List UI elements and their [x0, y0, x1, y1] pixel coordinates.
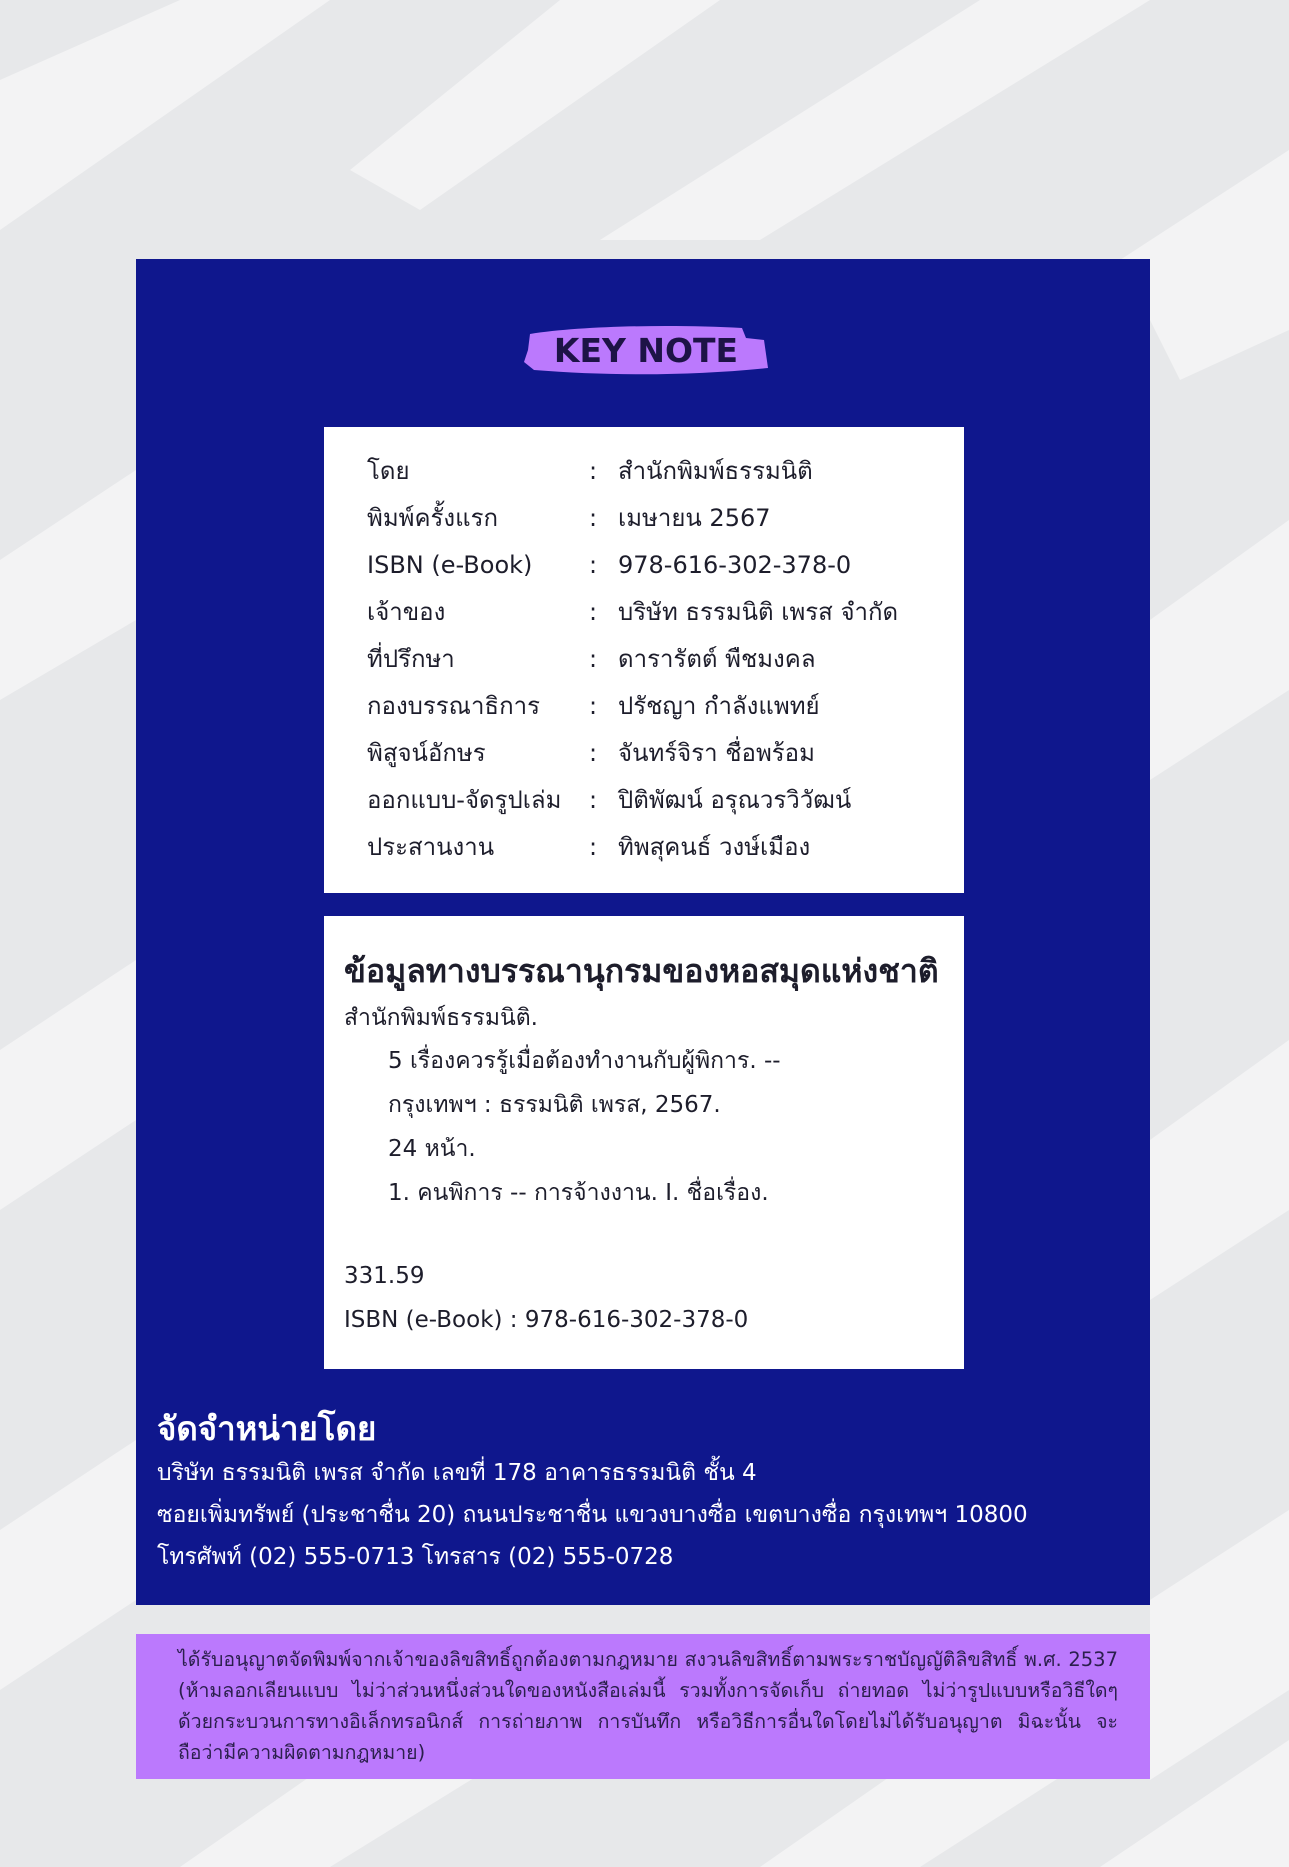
distribution-line: บริษัท ธรรมนิติ เพรส จำกัด เลขที่ 178 อาคารธรรมนิติ ชั้น 4	[157, 1460, 757, 1486]
credit-row	[367, 823, 957, 870]
keynote-label: KEY NOTE	[553, 330, 739, 370]
catalog-entry: 5 เรื่องควรรู้เมื่อต้องทำงานกับผู้พิการ. --	[388, 1048, 781, 1074]
credit-label: พิมพ์ครั้งแรก	[367, 504, 499, 532]
catalog-entry: กรุงเทพฯ : ธรรมนิติ เพรส, 2567.	[388, 1092, 721, 1118]
credit-label: ประสานงาน	[367, 833, 495, 861]
credit-separator: :	[589, 503, 598, 532]
credit-separator: :	[589, 644, 598, 673]
credit-value: ดารารัตต์ พืชมงคล	[618, 645, 816, 673]
credit-value: บริษัท ธรรมนิติ เพรส จำกัด	[618, 598, 899, 626]
credit-row	[367, 588, 957, 635]
credit-separator: :	[589, 456, 598, 485]
credit-value: สำนักพิมพ์ธรรมนิติ	[618, 457, 813, 485]
distribution-title: จัดจำหน่ายโดย	[157, 1409, 377, 1448]
credit-row	[367, 682, 957, 729]
credit-label: กองบรรณาธิการ	[367, 692, 540, 720]
credit-value: จันทร์จิรา ชื่อพร้อม	[618, 739, 815, 767]
credit-label: โดย	[367, 457, 410, 485]
catalog-entry: 24 หน้า.	[388, 1136, 476, 1162]
credit-value: ทิพสุคนธ์ วงษ์เมือง	[618, 833, 811, 861]
catalog-isbn: ISBN (e-Book) : 978-616-302-378-0	[344, 1307, 749, 1333]
credit-label: เจ้าของ	[367, 598, 446, 626]
credit-separator: :	[589, 691, 598, 720]
catalog-author: สำนักพิมพ์ธรรมนิติ.	[344, 1005, 538, 1031]
distribution-line: โทรศัพท์ (02) 555-0713 โทรสาร (02) 555-0728	[157, 1544, 674, 1570]
credit-row	[367, 447, 957, 494]
credit-label: ออกแบบ-จัดรูปเล่ม	[367, 786, 562, 814]
credits-card	[324, 427, 964, 893]
credit-row	[367, 776, 957, 823]
credit-label: ที่ปรึกษา	[367, 645, 455, 673]
credit-value: ปรัชญา กำลังแพทย์	[618, 692, 820, 720]
credit-separator: :	[589, 597, 598, 626]
credit-separator: :	[589, 832, 598, 861]
catalog-call-number: 331.59	[344, 1263, 425, 1289]
credit-label: ISBN (e-Book)	[367, 550, 533, 579]
catalog-title: ข้อมูลทางบรรณานุกรมของหอสมุดแห่งชาติ	[344, 952, 939, 990]
credit-row	[367, 541, 957, 588]
distribution-line: ซอยเพิ่มทรัพย์ (ประชาชื่น 20) ถนนประชาชื่น แขวงบางซื่อ เขตบางซื่อ กรุงเทพฯ 10800	[157, 1502, 1028, 1528]
credit-row	[367, 729, 957, 776]
cataloging-card	[324, 916, 964, 1369]
credit-separator: :	[589, 550, 598, 579]
copyright-notice	[136, 1634, 1150, 1779]
catalog-entry: 1. คนพิการ -- การจ้างงาน. I. ชื่อเรื่อง.	[388, 1180, 769, 1206]
credit-value: ปิติพัฒน์ อรุณวรวิวัฒน์	[618, 786, 852, 814]
keynote-heading	[520, 322, 772, 378]
credit-value: เมษายน 2567	[618, 504, 771, 532]
credit-value: 978-616-302-378-0	[618, 550, 852, 579]
credit-separator: :	[589, 785, 598, 814]
credit-label: พิสูจน์อักษร	[367, 739, 486, 767]
credit-row	[367, 635, 957, 682]
credit-separator: :	[589, 738, 598, 767]
copyright-text: ได้รับอนุญาตจัดพิมพ์จากเจ้าของลิขสิทธิ์ถูกต้องตามกฎหมาย สงวนลิขสิทธิ์ตามพระราชบัญญัติลิขสิทธิ์ พ.ศ. 2537 (ห้ามลอกเลียนแบบ ไม่ว่าส่วนหนึ่งส่วนใดของหนังสือเล่มนี้ รวมทั้งการจัดเก็บ ถ่ายทอด ไม่ว่ารูปแบบหรือวิธีใดๆ ด้วยกระบวนการทางอิเล็กทรอนิกส์ การถ่ายภาพ การบันทึก หรือวิธีการอื่นใดโดยไม่ได้รับอนุญาต มิฉะนั้น จะถือว่ามีความผิดตามกฎหมาย)	[178, 1648, 1118, 1764]
credit-row	[367, 494, 957, 541]
